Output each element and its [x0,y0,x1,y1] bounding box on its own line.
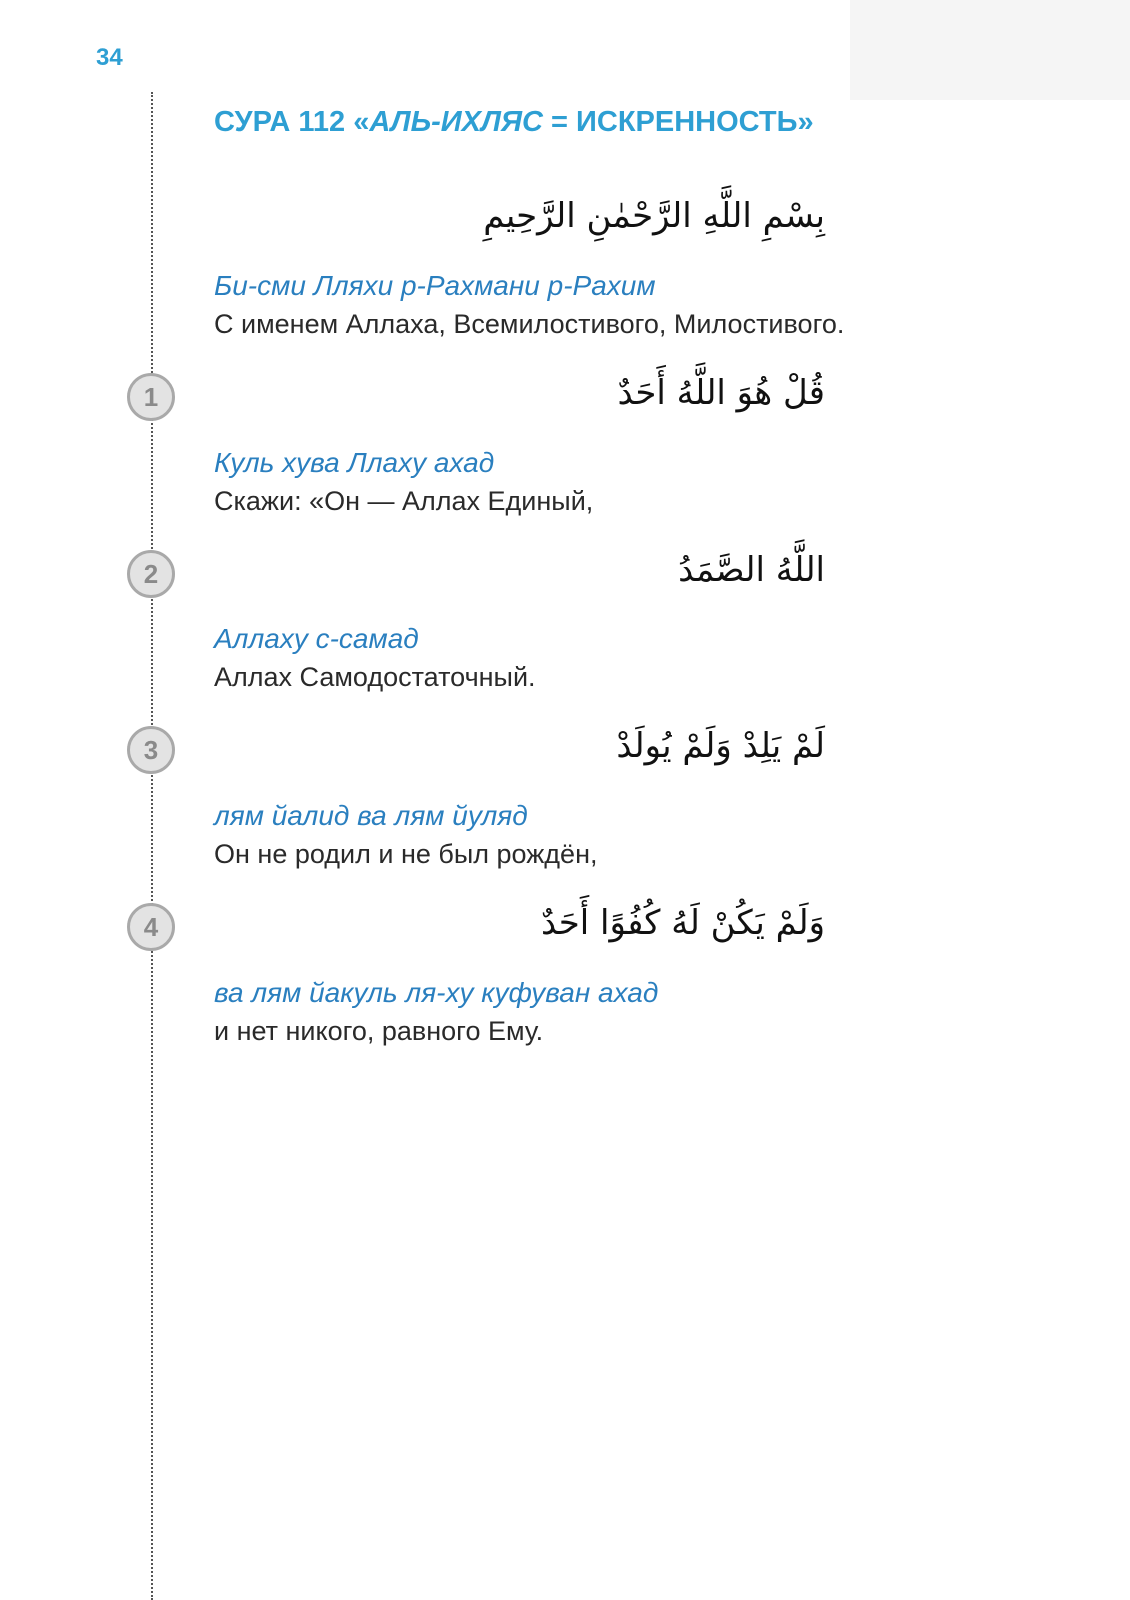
verse-transliteration: Аллаху с-самад [214,623,419,654]
page-number: 34 [96,44,123,71]
sura-title-suffix: = ИСКРЕННОСТЬ» [543,106,814,138]
verse-arabic: قُلْ هُوَ اللَّهُ أَحَدٌ [617,373,825,413]
verse-translation: Скажи: «Он — Аллах Единый, [214,486,594,516]
sura-title [214,106,814,139]
verse-number-badge: 2 [127,550,175,598]
basmala-arabic: بِسْمِ اللَّهِ الرَّحْمٰنِ الرَّحِيمِ [483,196,825,236]
verse-transliteration: Куль хува Ллаху ахад [214,447,495,478]
verse-transliteration: лям йалид ва лям йуляд [214,800,528,831]
verse-number-badge: 1 [127,373,175,421]
verse-translation: Он не родил и не был рождён, [214,839,598,869]
sura-title-prefix: СУРА 112 « [214,106,370,138]
verse-translation: и нет никого, равного Ему. [214,1016,544,1046]
verse-arabic: وَلَمْ يَكُنْ لَهُ كُفُوًا أَحَدٌ [540,903,825,943]
verse-number-badge: 4 [127,903,175,951]
corner-shade [850,0,1130,100]
verse-number-badge: 3 [127,726,175,774]
sura-title-name: АЛЬ-ИХЛЯС [369,106,543,138]
verse-arabic: اللَّهُ الصَّمَدُ [678,550,825,590]
verse-arabic: لَمْ يَلِدْ وَلَمْ يُولَدْ [616,726,825,766]
verse-translation: Аллах Самодостаточный. [214,662,536,692]
dotted-margin-line [151,92,153,1600]
basmala-translation: С именем Аллаха, Всемилостивого, Милостивого. [214,309,845,339]
basmala-transliteration: Би-сми Лляхи р-Рахмани р-Рахим [214,270,656,301]
verse-transliteration: ва лям йакуль ля-ху куфуван ахад [214,977,659,1008]
